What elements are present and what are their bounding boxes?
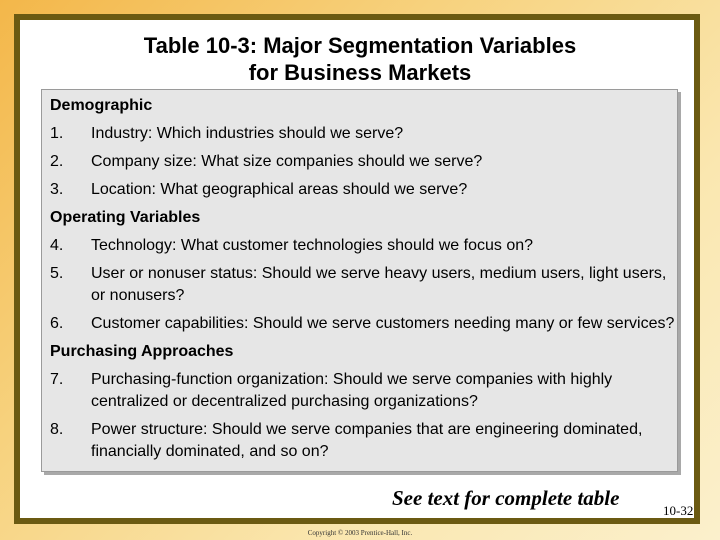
section-heading-operating-variables: Operating Variables bbox=[50, 209, 201, 226]
item-text: Industry: Which industries should we serve? bbox=[91, 125, 404, 142]
item-number: 4. bbox=[50, 237, 64, 254]
list-item bbox=[50, 419, 675, 463]
item-number: 3. bbox=[50, 181, 64, 198]
list-item bbox=[50, 369, 675, 413]
section-heading-purchasing-approaches: Purchasing Approaches bbox=[50, 343, 234, 360]
list-item bbox=[50, 179, 675, 201]
item-number: 7. bbox=[50, 371, 64, 388]
title-line-2: for Business Markets bbox=[248, 60, 472, 85]
title-line-1: Table 10-3: Major Segmentation Variables bbox=[143, 33, 577, 58]
list-item bbox=[50, 313, 675, 335]
slide-title bbox=[20, 32, 700, 86]
copyright-notice: Copyright © 2003 Prentice-Hall, Inc. bbox=[307, 529, 413, 537]
item-text: Purchasing-function organization: Should we serve companies with highly centralized or decentralized purchasing organizations? bbox=[91, 371, 613, 410]
item-text: Power structure: Should we serve companies that are engineering dominated, financially dominated, and so on? bbox=[91, 421, 643, 460]
item-text: Location: What geographical areas should we serve? bbox=[91, 181, 468, 198]
list-item bbox=[50, 235, 675, 257]
list-item bbox=[50, 123, 675, 145]
item-number: 5. bbox=[50, 265, 64, 282]
item-number: 8. bbox=[50, 421, 64, 438]
list-item bbox=[50, 263, 675, 307]
item-text: Customer capabilities: Should we serve customers needing many or few services? bbox=[91, 315, 675, 332]
see-text-note: See text for complete table bbox=[392, 486, 620, 510]
item-number: 1. bbox=[50, 125, 64, 142]
item-number: 2. bbox=[50, 153, 64, 170]
item-text: Technology: What customer technologies should we focus on? bbox=[91, 237, 534, 254]
item-text: Company size: What size companies should we serve? bbox=[91, 153, 483, 170]
section-heading-demographic: Demographic bbox=[50, 97, 153, 114]
segmentation-table bbox=[50, 95, 675, 469]
item-text: User or nonuser status: Should we serve heavy users, medium users, light users, or nonusers? bbox=[91, 265, 667, 304]
page-number: 10-32 bbox=[663, 503, 694, 518]
item-number: 6. bbox=[50, 315, 64, 332]
list-item bbox=[50, 151, 675, 173]
